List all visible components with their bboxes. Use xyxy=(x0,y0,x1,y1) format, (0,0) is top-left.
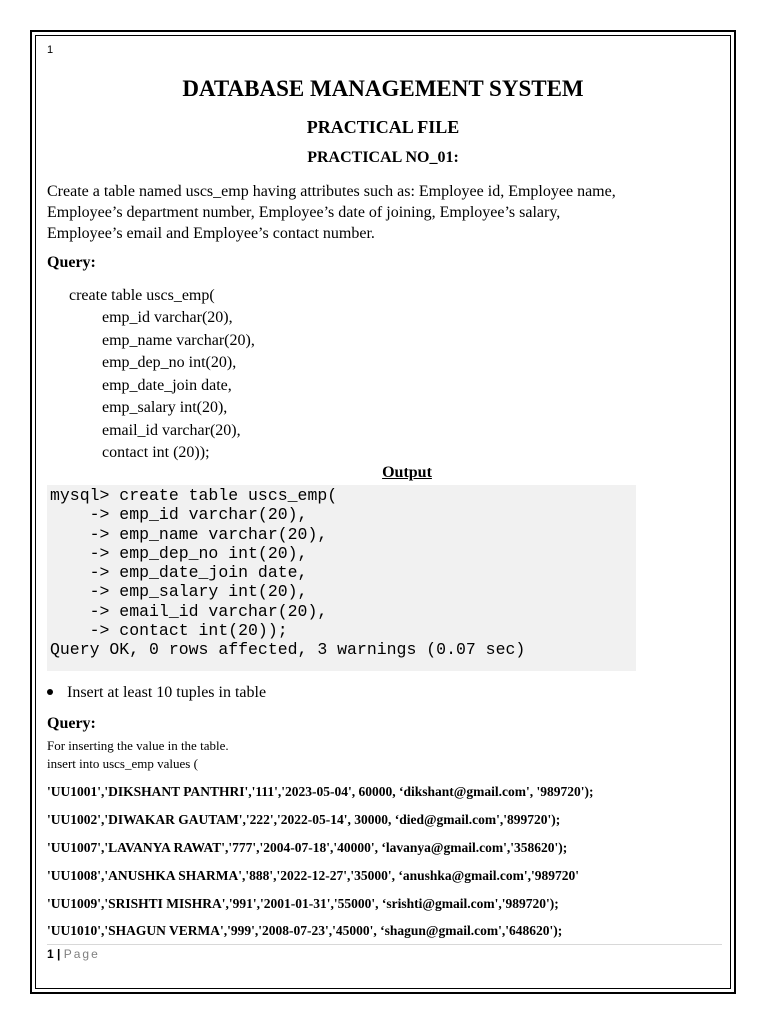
tuple-row: 'UU1009','SRISHTI MISHRA','991','2001-01-31','55000', ‘srishti@gmail.com','989720'); xyxy=(47,896,559,911)
terminal-line: -> emp_salary int(20), xyxy=(50,582,308,602)
bullet-icon xyxy=(47,689,53,695)
terminal-line: -> emp_name varchar(20), xyxy=(50,524,328,544)
query-heading: Query: xyxy=(47,715,96,732)
footer-divider xyxy=(47,944,722,945)
sql-line: contact int (20)); xyxy=(102,444,210,461)
practical-number: PRACTICAL NO_01: xyxy=(307,149,459,166)
task-description xyxy=(47,181,717,244)
mysql-terminal-output xyxy=(47,485,636,671)
insert-statement: insert into uscs_emp values ( xyxy=(47,756,198,771)
tuple-row: 'UU1002','DIWAKAR GAUTAM','222','2022-05-14', 30000, ‘died@gmail.com','899720'); xyxy=(47,812,561,827)
terminal-line: Query OK, 0 rows affected, 3 warnings (0.07 sec) xyxy=(50,640,526,660)
sql-line: create table uscs_emp( xyxy=(69,287,215,304)
terminal-line: -> emp_id varchar(20), xyxy=(50,505,308,525)
tuple-row: 'UU1007','LAVANYA RAWAT','777','2004-07-18','40000', ‘lavanya@gmail.com','358620'); xyxy=(47,840,568,855)
sql-line: emp_date_join date, xyxy=(102,377,232,394)
bullet-text: Insert at least 10 tuples in table xyxy=(67,684,267,701)
terminal-line: -> contact int(20)); xyxy=(50,621,288,641)
sql-line: email_id varchar(20), xyxy=(102,422,241,439)
sql-line: emp_id varchar(20), xyxy=(102,309,233,326)
terminal-line: mysql> create table uscs_emp( xyxy=(50,486,338,505)
terminal-line: -> emp_dep_no int(20), xyxy=(50,543,308,563)
description-line: Create a table named uscs_emp having attributes such as: Employee id, Employee name, xyxy=(47,183,616,200)
output-heading: Output xyxy=(382,464,432,481)
document-title: DATABASE MANAGEMENT SYSTEM xyxy=(182,76,584,101)
footer-separator: | xyxy=(53,947,64,961)
page-number-top: 1 xyxy=(47,44,54,56)
page-footer xyxy=(47,947,100,961)
document-page xyxy=(47,0,719,1024)
footer-page-label: Page xyxy=(63,947,100,961)
description-line: Employee’s email and Employee’s contact number. xyxy=(47,225,375,242)
bullet-item xyxy=(47,684,266,702)
tuple-row: 'UU1010','SHAGUN VERMA','999','2008-07-23','45000', ‘shagun@gmail.com','648620'); xyxy=(47,923,563,938)
query-heading: Query: xyxy=(47,254,96,271)
tuple-row: 'UU1008','ANUSHKA SHARMA','888','2022-12-27','35000', ‘anushka@gmail.com','989720' xyxy=(47,868,579,883)
terminal-line: -> emp_date_join date, xyxy=(50,563,308,583)
sql-line: emp_salary int(20), xyxy=(102,399,228,416)
document-subtitle: PRACTICAL FILE xyxy=(306,117,460,137)
terminal-line: -> email_id varchar(20), xyxy=(50,601,328,621)
sql-line: emp_dep_no int(20), xyxy=(102,354,237,371)
tuple-row: 'UU1001','DIKSHANT PANTHRI','111','2023-05-04', 60000, ‘dikshant@gmail.com', '989720'); xyxy=(47,784,594,799)
description-line: Employee’s department number, Employee’s date of joining, Employee’s salary, xyxy=(47,204,561,221)
sql-line: emp_name varchar(20), xyxy=(102,332,255,349)
footer-page-number: 1 xyxy=(47,947,54,961)
insert-note: For inserting the value in the table. xyxy=(47,738,229,753)
